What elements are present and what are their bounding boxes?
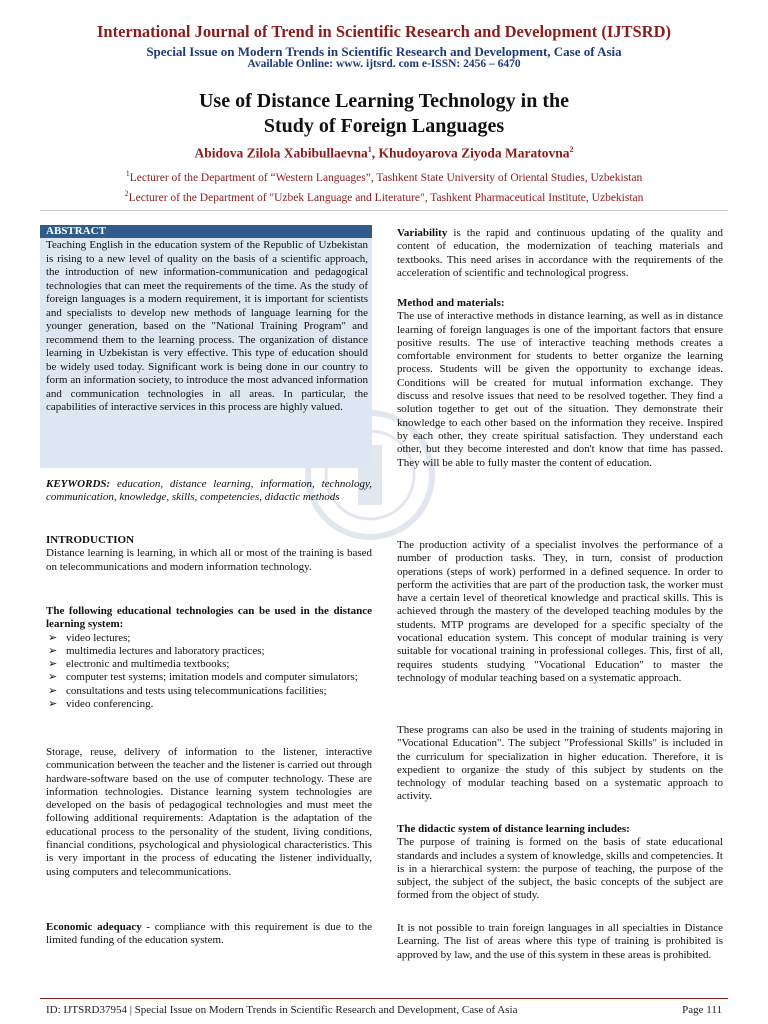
- introduction-heading: INTRODUCTION: [46, 534, 135, 546]
- didactic-heading: The didactic system of distance learning includes:: [397, 823, 630, 835]
- journal-online-info: Available Online: www. ijtsrd. com e-ISSN: 2456 – 6470: [247, 58, 521, 70]
- affiliation-1: [0, 169, 768, 184]
- list-item: ➢ multimedia lectures and laboratory practices;: [48, 644, 265, 657]
- introduction-text: Distance learning is learning, in which all or most of the training is based on telecommunications and modern information technology.: [46, 547, 372, 573]
- didactic-section: [397, 823, 723, 903]
- introduction-section: [46, 534, 372, 574]
- keywords: [46, 478, 372, 505]
- bullet-arrow-icon: ➢: [48, 671, 58, 684]
- authors: [0, 145, 768, 162]
- affiliation-2-text: Lecturer of the Department of "Uzbek Language and Literature", Tashkent Pharmaceutical Institute, Uzbekistan: [128, 191, 644, 204]
- method-heading: Method and materials:: [397, 297, 505, 309]
- journal-title: International Journal of Trend in Scientific Research and Development (IJTSRD): [97, 22, 671, 41]
- storage-paragraph: Storage, reuse, delivery of information to the listener, interactive communication between the teacher and the listener is carried out through hardware-software based on the use of computer technology. These are information technologies. Distance learning system technologies are developed on the basis of pedagogical technologies and must meet the following additional requirements: Adaptation is the adaptation of the educational process to the personality of the student, living conditions, financial conditions, psychological and physiological characteristics. This is very important in the process of educating the listener individually, using computers and telecommunications.: [46, 746, 372, 878]
- bullet-arrow-icon: ➢: [48, 644, 58, 657]
- author-separator: ,: [371, 145, 379, 161]
- programs-paragraph: These programs can also be used in the training of students majoring in "Vocational Education". The subject "Professional Skills" is included in the curriculum for specialization in higher education. Therefore, it is expedient to organize the study of this subject by students on the technology of modular teaching based on a systematic approach to activity.: [397, 724, 723, 803]
- variability-text: is the rapid and continuous updating of the quality and content of education, the modernization of teaching materials and textbooks. This need arises in accordance with the requirements of the acceleration of scientific and technological progress.: [397, 227, 723, 279]
- author-2: Khudoyarova Ziyoda Maratovna: [378, 145, 570, 161]
- page-number: Page 111: [682, 1004, 722, 1016]
- affiliation-1-text: Lecturer of the Department of “Western Languages”, Tashkent State University of Oriental Studies, Uzbekistan: [129, 171, 643, 184]
- production-paragraph: The production activity of a specialist involves the performance of a number of production tasks. They, in turn, consist of production operations (steps of work) performed in a defined sequence. In order to perform the activities that are part of the production task, the worker must have a certain level of theoretical knowledge and practical skills. This is achieved through the mastery of the developed teaching modules by the students. MTP programs are developed for a specific specialty of the vocational education system. This concept of modular training is very suitable for vocational training in professional colleges. This, first of all, requires students studying "Vocational Education" to master the technology of modular teaching based on a systematic approach.: [397, 539, 723, 684]
- bullet-arrow-icon: ➢: [48, 684, 58, 697]
- bullet-arrow-icon: ➢: [48, 698, 58, 711]
- bullet-arrow-icon: ➢: [48, 658, 58, 671]
- final-paragraph: It is not possible to train foreign languages in all specialties in Distance Learning. The list of areas where this type of training is prohibited is approved by law, and the use of this system in these areas is prohibited.: [397, 922, 723, 961]
- variability-label: Variability: [397, 227, 448, 239]
- economic-adequacy-label: Economic adequacy: [46, 921, 142, 933]
- economic-adequacy-paragraph: [46, 921, 372, 948]
- paper-title-line1: Use of Distance Learning Technology in the: [198, 90, 570, 112]
- footer-divider: [40, 998, 728, 999]
- keywords-text: education, distance learning, information, technology, communication, knowledge, skills, competencies, didactic methods: [46, 478, 372, 504]
- method-text: The use of interactive methods in distance learning, as well as in distance learning of foreign languages is one of the important factors that ensure positive results. The use of interactive teaching methods creates a comfortable environment for students to better organize the learning process. Students will be given the opportunity to exchange ideas. Conditions will be created for mutual information exchange. They discuss and resolve issues that need to be resolved together. They find a solution together to get out of the situation. They demonstrate their knowledge to each other based on the information they receive. Inspired by each other, they create spiritual satisfaction. They understand each other, but they become interested and don't know that time has passed. They will be able to fully master the content of education.: [397, 310, 723, 469]
- affiliation-1-sup: 1: [125, 169, 130, 178]
- author-1: Abidova Zilola Xabibullaevna: [194, 145, 368, 161]
- didactic-text: The purpose of training is formed on the basis of state educational standards and includes a system of knowledge, skills and competencies. It is in a hierarchical system: the purpose of teaching, the purpose of the subject, the subject of the subject, the basic concepts of the subject are formed from the object of study.: [397, 836, 723, 902]
- list-item: ➢ video lectures;: [48, 631, 131, 644]
- journal-special-issue: Special Issue on Modern Trends in Scientific Research and Development, Case of Asia: [146, 44, 622, 59]
- list-item: ➢ electronic and multimedia textbooks;: [48, 658, 230, 671]
- header-divider: [40, 210, 728, 211]
- footer-citation: ID: IJTSRD37954 | Special Issue on Modern Trends in Scientific Research and Development, Case of Asia: [46, 1004, 518, 1016]
- author-2-sup: 2: [569, 145, 574, 154]
- bullet-arrow-icon: ➢: [48, 631, 58, 644]
- economic-adequacy-text: - compliance with this requirement is due to the limited funding of the education system.: [46, 921, 372, 947]
- method-section: [397, 297, 723, 470]
- list-item: ➢ consultations and tests using telecommunications facilities;: [48, 684, 327, 697]
- technologies-heading: The following educational technologies can be used in the distance learning system:: [46, 605, 372, 631]
- technologies-section: [46, 605, 372, 711]
- variability-paragraph: [397, 227, 723, 280]
- abstract-heading: ABSTRACT: [40, 225, 372, 238]
- paper-title: [0, 89, 768, 139]
- list-item: ➢ video conferencing.: [48, 698, 154, 711]
- affiliation-2-sup: 2: [124, 189, 129, 198]
- list-item: ➢ computer test systems; imitation models and computer simulators;: [48, 671, 358, 684]
- paper-title-line2: Study of Foreign Languages: [263, 115, 505, 137]
- abstract-text: Teaching English in the education system of the Republic of Uzbekistan is rising to a new level of quality on the basis of a scientific approach, the introduction of new information-communication and pedagogical technologies that can meet the requirements of the time. As the study of foreign languages is a modern requirement, it is important for scientists and specialists to develop new methods of language learning for the younger generation, based on the "National Training Program" and recommend them to the learning process. The organization of distance learning in Uzbekistan is very effective. This type of education should be widely used today. Significant work is being done in our country to form an information society, to introduce the most advanced information and communication technologies in all areas. In particular, the capabilities of interactive services in this process are highly valued.: [46, 239, 368, 413]
- keywords-label: KEYWORDS:: [46, 478, 111, 490]
- affiliation-2: [0, 189, 768, 204]
- technologies-list: [46, 632, 372, 712]
- author-1-sup: 1: [367, 145, 372, 154]
